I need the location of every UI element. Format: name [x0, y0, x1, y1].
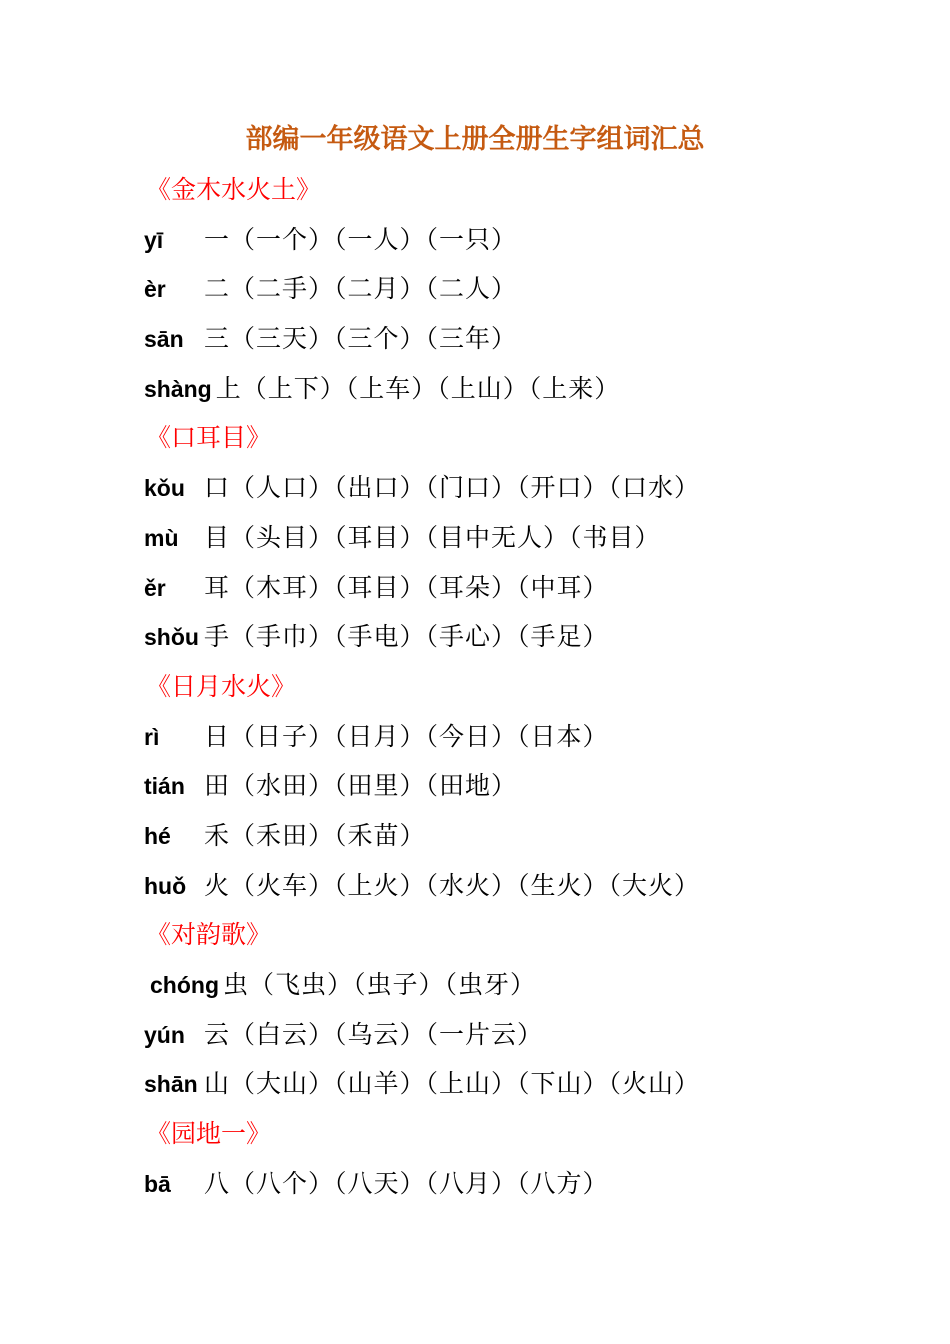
section-heading: 《口耳目》 [146, 423, 272, 453]
character-entry [144, 761, 924, 811]
character-entry [144, 960, 924, 1010]
word-list: 山（大山）（山羊）（上山）（下山）（火山） [204, 1069, 701, 1099]
pinyin: kǒu [144, 475, 185, 502]
pinyin: shàng [144, 375, 212, 402]
character-entry [144, 513, 924, 563]
word-list: 日（日子）（日月）（今日）（日本） [204, 721, 609, 751]
pinyin: èr [144, 276, 166, 303]
character-entry [144, 563, 924, 613]
character-entry [144, 861, 924, 911]
character-entry [144, 612, 924, 662]
pinyin: rì [144, 723, 160, 750]
pinyin: yī [144, 226, 164, 253]
word-list: 云（白云）（乌云）（一片云） [204, 1019, 544, 1049]
section-heading: 《金木水火土》 [146, 175, 322, 204]
word-list: 目（头目）（耳目）（目中无人）（书目） [204, 522, 661, 552]
pinyin: ěr [144, 574, 166, 601]
character-entry [144, 1010, 924, 1060]
pinyin: yún [144, 1021, 185, 1048]
character-entry [144, 1059, 924, 1109]
word-list: 八（八个）（八天）（八月）（八方） [204, 1168, 609, 1198]
document-title: 部编一年级语文上册全册生字组词汇总 [245, 124, 705, 155]
pinyin: shǒu [144, 624, 199, 651]
pinyin: sān [144, 326, 184, 353]
character-entry [144, 314, 924, 364]
section-heading: 《对韵歌》 [146, 920, 272, 950]
word-list: 一（一个）（一人）（一只） [204, 224, 518, 254]
character-entry [144, 264, 924, 314]
pinyin: chóng [150, 972, 219, 998]
pinyin: bā [144, 1170, 171, 1197]
character-entry [144, 1159, 924, 1209]
character-entry [144, 215, 924, 265]
word-list: 手（手巾）（手电）（手心）（手足） [204, 622, 609, 652]
word-list: 虫（飞虫）（虫子）（虫牙） [223, 970, 537, 999]
pinyin: tián [144, 773, 185, 800]
character-entry [144, 712, 924, 762]
pinyin: huǒ [144, 872, 187, 899]
section-heading: 《园地一》 [146, 1119, 272, 1149]
pinyin: shān [144, 1071, 198, 1098]
pinyin: hé [144, 822, 171, 849]
word-list: 田（水田）（田里）（田地） [204, 771, 518, 801]
word-list: 耳（木耳）（耳目）（耳朵）（中耳） [204, 572, 609, 602]
word-list: 口（人口）（出口）（门口）（开口）（口水） [204, 473, 701, 503]
character-entry [144, 811, 924, 861]
word-list: 火（火车）（上火）（水火）（生火）（大火） [204, 870, 701, 900]
word-list: 二（二手）（二月）（二人） [204, 274, 518, 304]
vocabulary-list [144, 165, 924, 1208]
section-heading: 《日月水火》 [146, 671, 297, 701]
character-entry [144, 463, 924, 513]
word-list: 三（三天）（三个）（三年） [204, 324, 518, 354]
character-entry [144, 364, 924, 414]
pinyin: mù [144, 524, 179, 551]
word-list: 禾（禾田）（禾苗） [204, 820, 426, 850]
word-list: 上（上下）（上车）（上山）（上来） [215, 373, 621, 403]
